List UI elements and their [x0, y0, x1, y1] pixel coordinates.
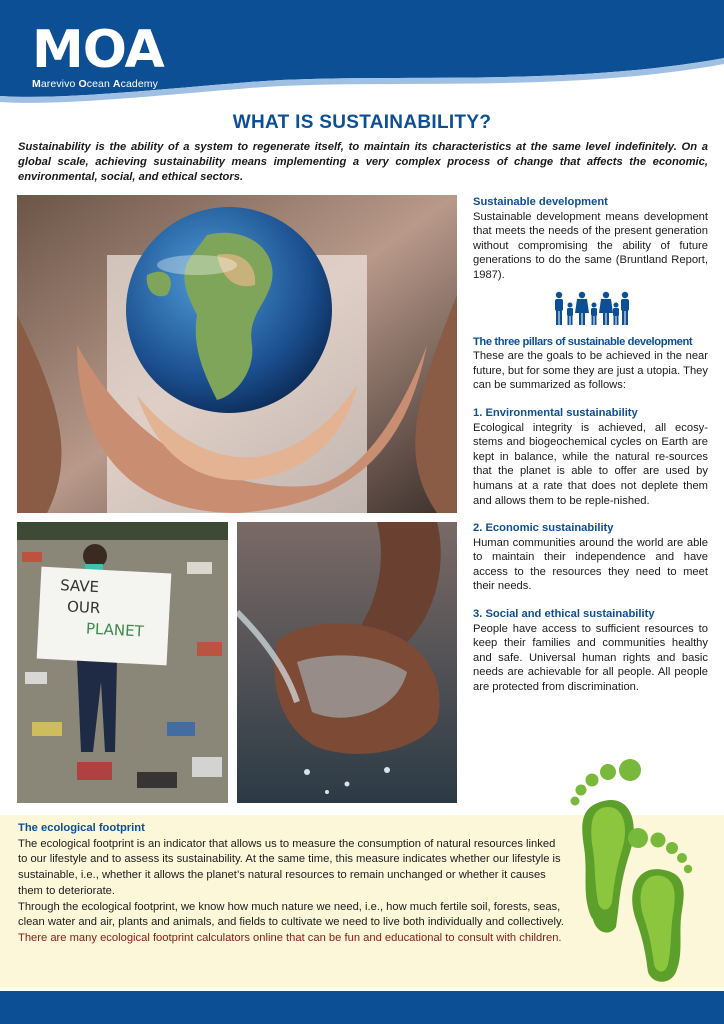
heading-ecological-footprint: The ecological footprint — [18, 822, 145, 834]
text-three-pillars: These are the goals to be achieved in the near future, but for some they are just a utopia. They can be summarized as follows: — [473, 350, 708, 392]
right-column — [473, 195, 708, 695]
footprint-section — [18, 821, 566, 947]
text-social: People have access to sufficient resources to keep their families and communities healthy and safe. Universal human rights and basic needs are achievable for all people. All people are protected from discrimination. — [473, 622, 708, 694]
heading-three-pillars: The three pillars of sustainable development — [473, 335, 693, 348]
logo-subtitle: Marevivo Ocean Academy — [32, 78, 158, 90]
heading-environmental: 1. Environmental sustainability — [473, 406, 638, 419]
footprint-paragraph-1: The ecological footprint is an indicator that allows us to measure the consumption of natural resources linked to our lifestyle and to assess its sustainability. At the same time, this measure indicates whether our lifestyle is sustainable, i.e., whether it allows the planet’s natural resources to remain unchanged or whether it causes them to deteriorate. — [18, 837, 561, 897]
heading-social: 3. Social and ethical sustainability — [473, 608, 655, 621]
heading-sustainable-development: Sustainable development — [473, 196, 608, 208]
globe-in-hands-photo — [17, 195, 457, 513]
heading-economic: 2. Economic sustainability — [473, 522, 614, 535]
protest-sign: SAVE OUR PLANET — [59, 576, 145, 641]
text-environmental: Ecological integrity is achieved, all ecosy-stems and biogeochemical cycles on Earth are kept in balance, while the natural re-sources that the planet is able to offer are used by humans at a rate that does not deplete them and allows them to be reple-nished. — [473, 421, 708, 507]
text-sustainable-development: Sustainable development means development that meets the needs of the present generation without compromising the ability of future generations to do the same (Bruntland Report, 1987). — [473, 210, 708, 281]
people-icon — [473, 283, 708, 335]
water-in-hands-photo — [237, 522, 457, 803]
text-economic: Human communities around the world are able to maintain their independence and have access to the resources they need to meet their needs. — [473, 536, 708, 593]
footprint-leaf-icon — [560, 752, 710, 992]
footprint-paragraph-2: Through the ecological footprint, we know how much nature we need, i.e., how much fertile soil, forests, seas, clean water and air, plants and animals, and fields to cultivate we need to live both individually and collectively. — [18, 900, 564, 929]
header-banner — [0, 0, 724, 108]
footprint-paragraph-3: There are many ecological footprint calculators online that can be fun and educational to consult with children. — [18, 931, 562, 944]
logo — [32, 20, 164, 90]
bottom-bar — [0, 991, 724, 1024]
intro-paragraph: Sustainability is the ability of a system to regenerate itself, to maintain its characteristics at the same level indefinitely. On a global scale, achieving sustainability means implementing a very complex process of change that affects the economic, environmental, social, and ethical sectors. — [18, 141, 708, 183]
logo-mark: MOA — [32, 20, 164, 80]
page-title: WHAT IS SUSTAINABILITY? — [232, 112, 492, 133]
save-our-planet-photo — [17, 522, 228, 803]
